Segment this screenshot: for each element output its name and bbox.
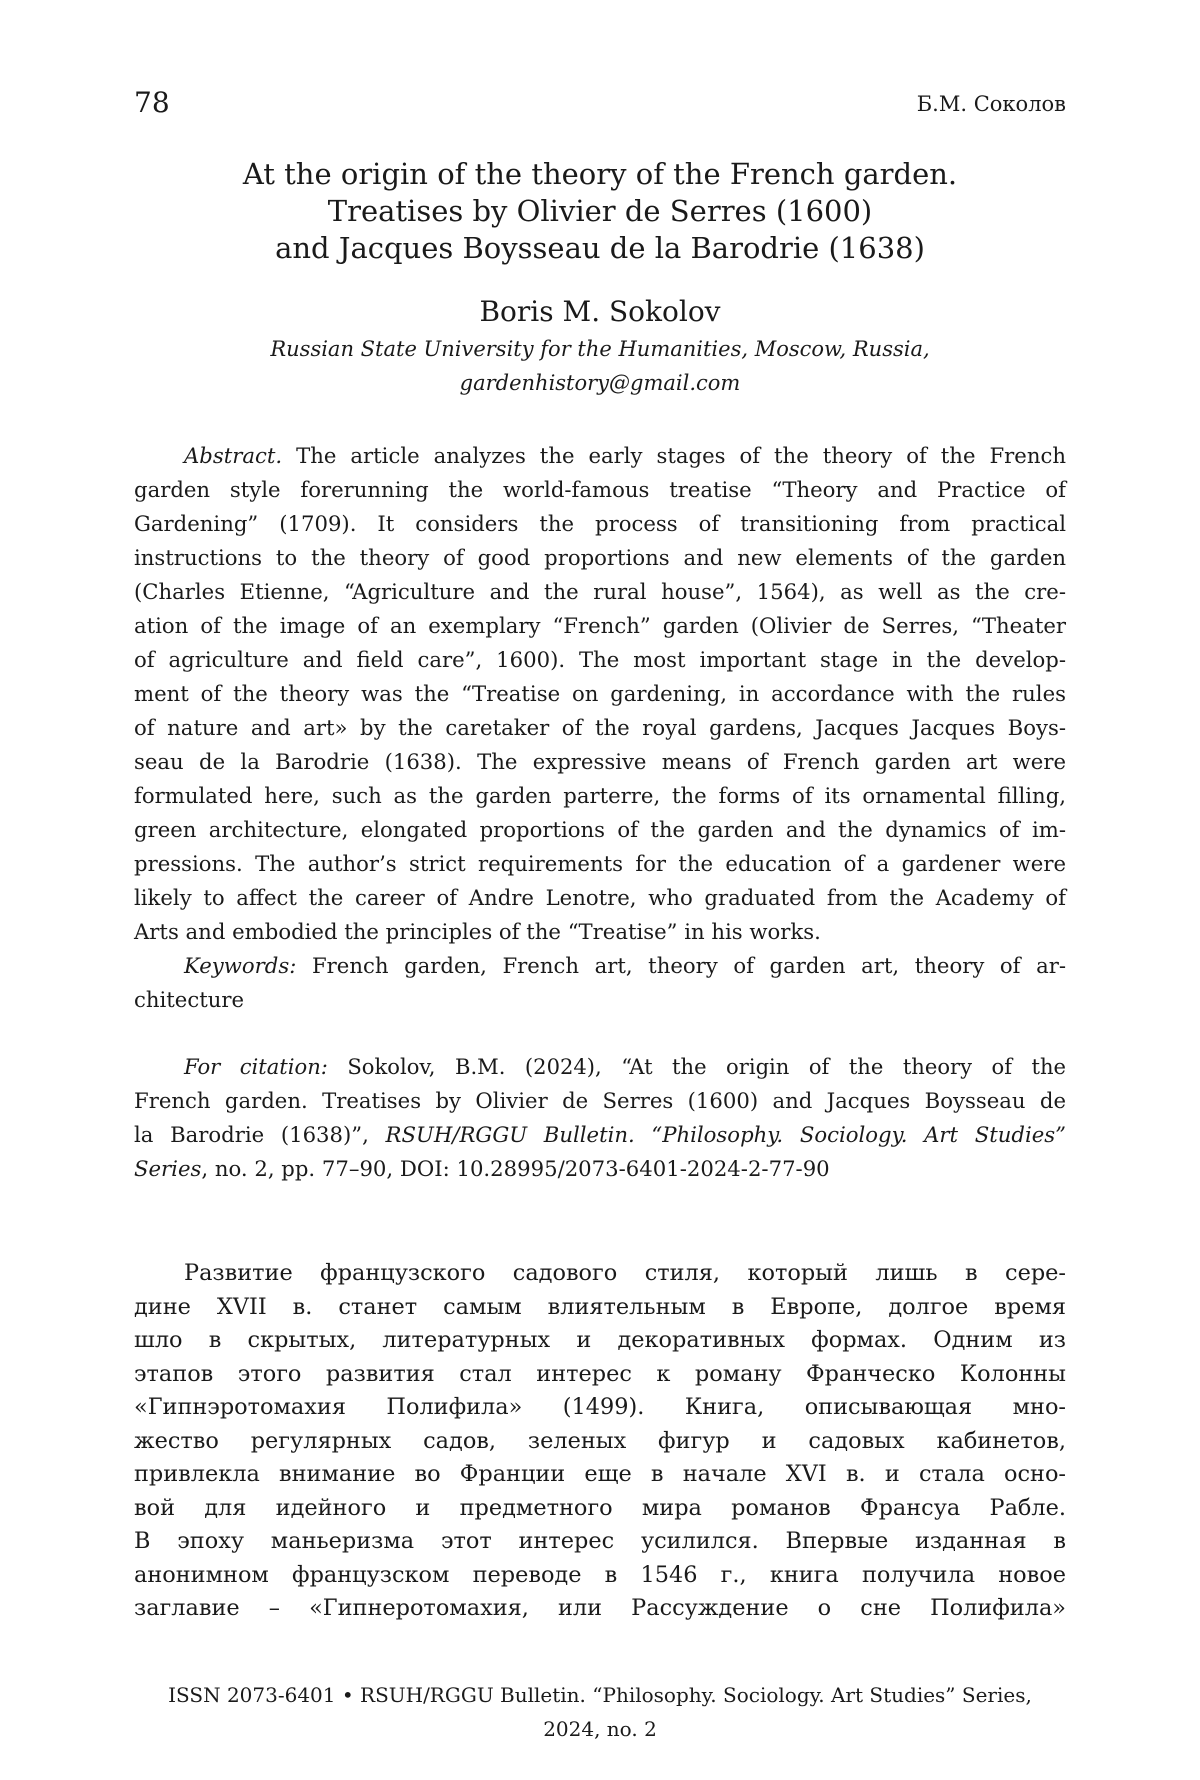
abstract-line: of agriculture and field care”, 1600). The most important stage in the develop- (134, 647, 1066, 672)
body-line: анонимном французском переводе в 1546 г., книга получила новое (134, 1561, 1066, 1588)
citation-doi: , no. 2, pp. 77–90, DOI: 10.28995/2073-6401-2024-2-77-90 (201, 1156, 830, 1181)
keywords-text: French garden, French art, theory of garden art, theory of ar- (296, 953, 1066, 978)
citation-line: French garden. Treatises by Olivier de Serres (1600) and Jacques Boysseau de (134, 1088, 1066, 1113)
body-line: В эпоху маньеризма этот интерес усилился. Впервые изданная в (134, 1528, 1066, 1554)
abstract-line: seau de la Barodrie (1638). The expressive means of French garden art were (134, 749, 1066, 774)
body-line: заглавие – «Гипнеротомахия, или Рассуждение о сне Полифила» (134, 1595, 1066, 1621)
page-number: 78 (134, 86, 170, 119)
page-footer (134, 1678, 1066, 1746)
author-email: gardenhistory@gmail.com (459, 371, 741, 395)
body-line: привлекла внимание во Франции еще в начале XVI в. и стала осно- (134, 1461, 1066, 1487)
body-line: жество регулярных садов, зеленых фигур и садовых кабинетов, (134, 1427, 1066, 1454)
keywords-label: Keywords: (184, 953, 297, 978)
citation-line (134, 1118, 1066, 1152)
abstract-text: The article analyzes the early stages of the theory of the French (282, 443, 1066, 468)
footer-issue: 2024, no. 2 (543, 1717, 657, 1741)
keywords-line: chitecture (134, 987, 245, 1012)
citation-text: la Barodrie (1638)”, (134, 1122, 386, 1147)
citation-label: For citation: (184, 1054, 328, 1079)
abstract-line: ation of the image of an exemplary “French” garden (Olivier de Serres, “Theater (134, 613, 1066, 638)
abstract-line (134, 439, 1066, 473)
abstract-line: pressions. The author’s strict requirements for the education of a gardener were (134, 851, 1066, 876)
keywords-line (134, 949, 1066, 983)
author-block (134, 292, 1066, 400)
abstract-line: of nature and art» by the caretaker of the royal gardens, Jacques Jacques Boys- (134, 715, 1066, 740)
abstract-line: likely to affect the career of Andre Lenotre, who graduated from the Academy of (134, 885, 1066, 910)
abstract-line: Gardening” (1709). It considers the process of transitioning from practical (134, 511, 1066, 536)
abstract-line: Arts and embodied the principles of the “Treatise” in his works. (134, 919, 821, 944)
body-line: дине XVII в. станет самым влиятельным в Европе, долгое время (134, 1293, 1066, 1320)
article-title (134, 156, 1066, 267)
body-text (134, 1257, 1066, 1626)
abstract (134, 439, 1066, 1017)
citation-text: Sokolov, B.M. (2024), “At the origin of the theory of the (327, 1054, 1066, 1079)
abstract-line: formulated here, such as the garden parterre, the forms of its ornamental filling, (134, 783, 1066, 808)
body-line: этапов этого развития стал интерес к роману Франческо Колонны (134, 1360, 1066, 1387)
body-line: вой для идейного и предметного мира романов Франсуа Рабле. (134, 1494, 1066, 1521)
title-line: At the origin of the theory of the French garden. (242, 157, 958, 191)
body-line: шло в скрытых, литературных и декоративных формах. Одним из (134, 1327, 1066, 1353)
citation-journal: RSUH/RGGU Bulletin. “Philosophy. Sociology. Art Studies” (385, 1122, 1066, 1147)
footer-issn: ISSN 2073-6401 • RSUH/RGGU Bulletin. “Philosophy. Sociology. Art Studies” Series, (168, 1683, 1032, 1707)
abstract-line: green architecture, elongated proportions of the garden and the dynamics of im- (134, 817, 1066, 842)
abstract-line: (Charles Etienne, “Agriculture and the rural house”, 1564), as well as the cre- (134, 579, 1066, 604)
running-author: Б.М. Соколов (916, 92, 1066, 116)
author-affiliation: Russian State University for the Humanities, Moscow, Russia, (270, 337, 930, 361)
body-line: Развитие французского садового стиля, который лишь в сере- (184, 1260, 1066, 1286)
title-line: and Jacques Boysseau de la Barodrie (1638) (275, 231, 925, 265)
citation-line (134, 1152, 1066, 1186)
body-line: «Гипнэротомахия Полифила» (1499). Книга, описывающая мно- (134, 1394, 1066, 1420)
citation (134, 1050, 1066, 1186)
citation-line (134, 1050, 1066, 1084)
title-line: Treatises by Olivier de Serres (1600) (327, 194, 873, 228)
abstract-line: instructions to the theory of good proportions and new elements of the garden (134, 545, 1066, 570)
abstract-line: garden style forerunning the world-famous treatise “Theory and Practice of (134, 477, 1066, 502)
abstract-label: Abstract. (184, 443, 283, 468)
author-name: Boris M. Sokolov (479, 295, 721, 328)
running-head (134, 86, 1066, 122)
abstract-line: ment of the theory was the “Treatise on gardening, in accordance with the rules (134, 681, 1066, 706)
citation-series: Series (134, 1156, 202, 1181)
